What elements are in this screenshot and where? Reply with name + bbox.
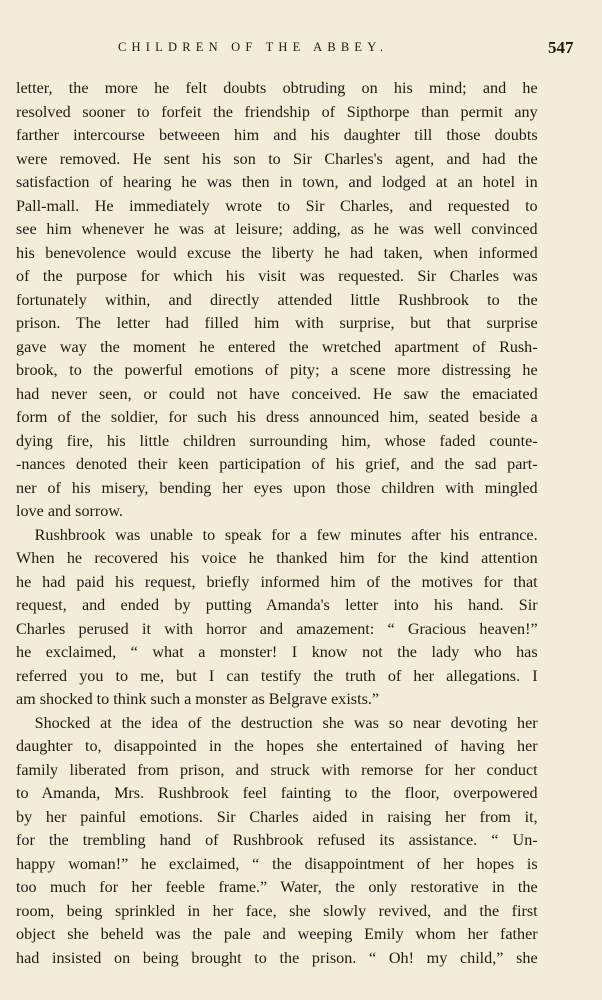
text-line: -nances denoted their keen participation of his grief, and the sad part- (16, 456, 538, 473)
paragraph-end-line: love and sorrow. (16, 503, 123, 520)
text-line: satisfaction of hearing he was then in town, and lodged at an hotel in (16, 174, 538, 191)
text-line: for the trembling hand of Rushbrook refused its assistance. “ Un- (16, 832, 538, 849)
text-line: had never seen, or could not have conceived. He saw the emaciated (16, 385, 538, 403)
text-line: letter, the more he felt doubts obtruding on his mind; and he (16, 80, 538, 97)
text-line: daughter to, disappointed in the hopes she entertained of having her (16, 738, 538, 755)
text-line: he had paid his request, briefly informed him of the motives for that (16, 573, 538, 591)
text-line: resolved sooner to forfeit the friendship of Sipthorpe than permit any (16, 103, 538, 121)
text-line: When he recovered his voice he thanked him for the kind attention (16, 550, 538, 567)
paragraph-start-line: Shocked at the idea of the destruction she was so near devoting her (34, 714, 538, 732)
text-line: too much for her feeble frame.” Water, the only restorative in the (16, 879, 538, 896)
text-line: had insisted on being brought to the prison. “ Oh! my child,” she (16, 949, 538, 967)
text-line: object she beheld was the pale and weeping Emily whom her father (16, 926, 538, 943)
text-line: happy woman!” he exclaimed, “ the disappointment of her hopes is (16, 855, 538, 873)
paragraph-end-line: am shocked to think such a monster as Belgrave exists.” (16, 691, 380, 708)
running-head (0, 38, 602, 60)
text-line: family liberated from prison, and struck with remorse for her conduct (16, 761, 538, 779)
text-line: his benevolence would excuse the liberty he had taken, when informed (16, 244, 538, 262)
text-line: by her painful emotions. Sir Charles aided in raising her from it, (16, 808, 538, 826)
text-line: request, and ended by putting Amanda's letter into his hand. Sir (16, 597, 538, 614)
text-line: fortunately within, and directly attended little Rushbrook to the (16, 291, 538, 309)
text-line: to Amanda, Mrs. Rushbrook feel fainting to the floor, overpowered (16, 785, 538, 802)
text-line: Charles perused it with horror and amazement: “ Gracious heaven!” (16, 620, 538, 638)
text-line: room, being sprinkled in her face, she slowly revived, and the first (16, 902, 538, 920)
text-line: prison. The letter had filled him with surprise, but that surprise (16, 315, 538, 332)
text-line: gave way the moment he entered the wretched apartment of Rush- (16, 338, 538, 356)
body-text (16, 77, 538, 970)
paragraph-start-line: Rushbrook was unable to speak for a few minutes after his entrance. (34, 526, 538, 544)
text-line: brook, to the powerful emotions of pity; a scene more distressing he (16, 362, 538, 379)
text-line: Pall-mall. He immediately wrote to Sir Charles, and requested to (16, 197, 538, 215)
text-line: form of the soldier, for such his dress announced him, seated beside a (16, 409, 538, 426)
text-line: of the purpose for which his visit was requested. Sir Charles was (16, 268, 538, 285)
text-line: farther intercourse betweeen him and his daughter till those doubts (16, 127, 538, 144)
text-line: were removed. He sent his son to Sir Charles's agent, and had the (16, 150, 538, 168)
text-line: dying fire, his little children surrounding him, whose faded counte- (16, 432, 538, 450)
page-number: 547 (548, 38, 574, 57)
text-line: ner of his misery, bending her eyes upon those children with mingled (16, 479, 538, 497)
text-line: referred you to me, but I can testify the truth of her allegations. I (16, 667, 538, 685)
running-title: CHILDREN OF THE ABBEY. (118, 40, 389, 54)
text-line: he exclaimed, “ what a monster! I know not the lady who has (16, 644, 538, 661)
text-line: see him whenever he was at leisure; adding, as he was well convinced (16, 221, 538, 238)
